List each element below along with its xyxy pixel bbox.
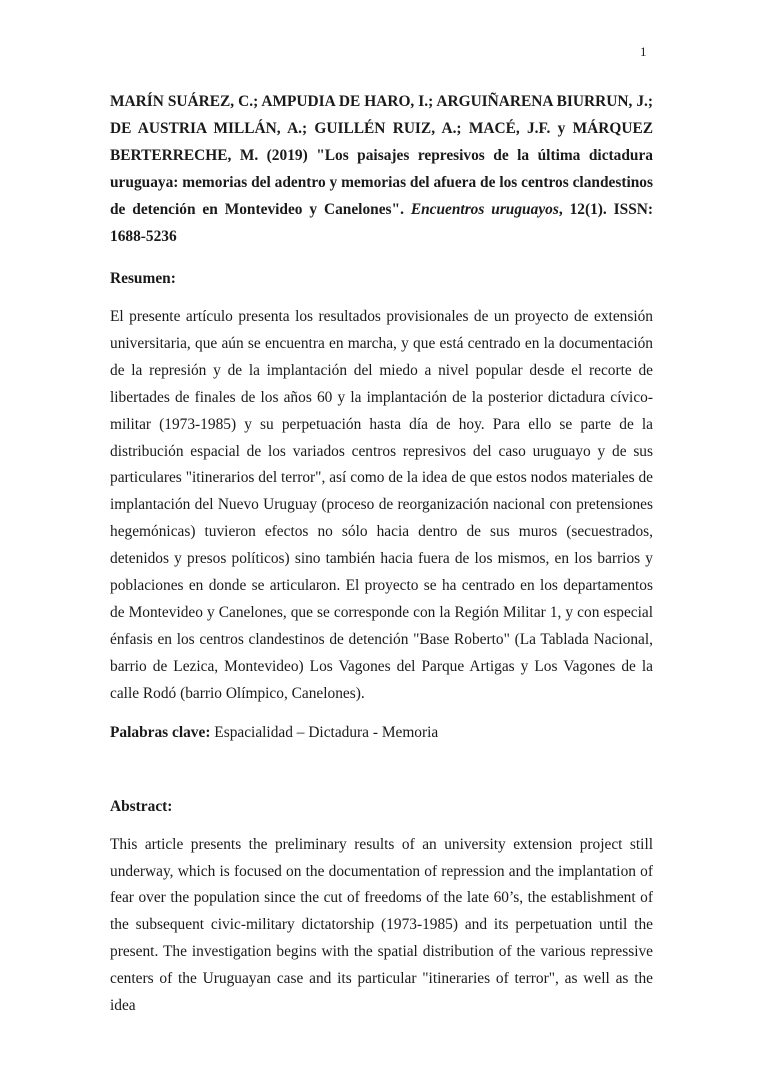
page-number: 1 — [640, 44, 647, 59]
abstract-text: This article presents the preliminary results of an university extension project still underway, which is focused on the documentation of repression and the implantation of fear over the population since the cut of freedoms of the late 60’s, the establishment of the subsequent civic-military dictatorship (1973-1985) and its perpetuation until the present. The investigation begins with the spatial distribution of the various repressive centers of the Uruguayan case and its particular "itineraries of terror", as well as the idea — [110, 835, 653, 1015]
citation — [110, 88, 653, 250]
keywords — [110, 722, 653, 744]
citation-details: , 12(1). ISSN: 1688-5236 — [110, 201, 653, 245]
resumen-heading: Resumen: — [110, 270, 176, 287]
abstract-heading: Abstract: — [110, 797, 173, 815]
citation-authors-title: MARÍN SUÁREZ, C.; AMPUDIA DE HARO, I.; ARGUIÑARENA BIURRUN, J.; DE AUSTRIA MILLÁN, A.; GUILLÉN RUIZ, A.; MACÉ, J.F. y MÁRQUEZ BERTERRECHE, M. (2019) "Los paisajes represivos de la última dictadura uruguaya: memorias del adentro y memorias del afuera de los centros clandestinos de detención en Montevideo y Canelones". — [110, 93, 653, 218]
citation-journal: Encuentros uruguayos — [410, 201, 559, 218]
page-content — [110, 88, 653, 1020]
keywords-label: Palabras clave: — [110, 723, 211, 741]
keywords-value: Espacialidad – Dictadura - Memoria — [210, 723, 439, 741]
resumen-text: El presente artículo presenta los resultados provisionales de un proyecto de extensión universitaria, que aún se encuentra en marcha, y que está centrado en la documentación de la represión y de la implantación del miedo a nivel popular desde el recorte de libertades de finales de los años 60 y la implantación de la posterior dictadura cívico-militar (1973-1985) y su perpetuación hasta día de hoy. Para ello se parte de la distribución espacial de los variados centros represivos del caso uruguayo y de sus particulares "itinerarios del terror", así como de la idea de que estos nodos materiales de implantación del Nuevo Uruguay (proceso de reorganización nacional con pretensiones hegemónicas) tuvieron efectos no sólo hacia dentro de sus muros (secuestrados, detenidos y presos políticos) sino también hacia fuera de los mismos, en los barrios y poblaciones en donde se articularon. El proyecto se ha centrado en los departamentos de Montevideo y Canelones, que se corresponde con la Región Militar 1, y con especial énfasis en los centros clandestinos de detención "Base Roberto" (La Tablada Nacional, barrio de Lezica, Montevideo) Los Vagones del Parque Artigas y Los Vagones de la calle Rodó (barrio Olímpico, Canelones). — [110, 308, 653, 702]
